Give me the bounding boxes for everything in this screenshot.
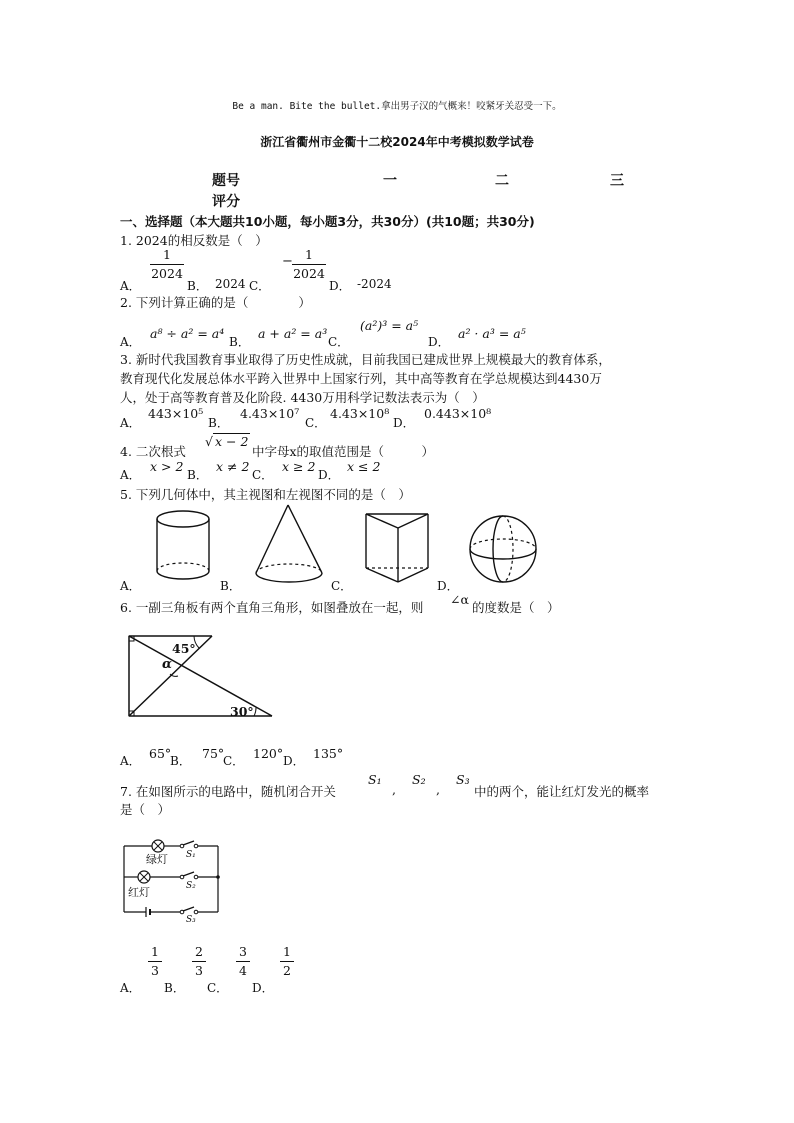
q1-option-c (292, 247, 326, 282)
q4-option-d: x ≤ 2 (347, 459, 381, 474)
q1-c-denominator: 2024 (293, 266, 325, 281)
q5-stem: 5. 下列几何体中，其主视图和左视图不同的是（ ） (120, 487, 411, 502)
q2-label-b: B． (229, 335, 250, 349)
q1-c-sign: − (282, 254, 293, 269)
q1-label-b: B． (187, 279, 208, 293)
q2-option-c: (a²)³ = a⁵ (360, 318, 419, 333)
q6-fig-30: 30° (230, 704, 254, 719)
q1-c-bar (292, 264, 326, 265)
q7-option-c (236, 944, 250, 979)
q7-label-d: D． (252, 981, 274, 995)
q4-label-b: B． (187, 468, 208, 482)
q6-option-c: 120° (253, 746, 284, 761)
q1-label-c: C． (249, 279, 271, 293)
q7-option-d (280, 944, 294, 979)
q1-stem: 1. 2024的相反数是（ ） (120, 233, 268, 248)
q3-option-b: 4.43×10⁷ (240, 406, 300, 421)
q7-s2: S₂ (412, 772, 426, 787)
q4-label-c: C． (252, 468, 274, 482)
q7-stem-line2: 是（ ） (120, 802, 171, 817)
q7-s3: S₃ (456, 772, 470, 787)
q4-stem-pre: 4. 二次根式 (120, 444, 186, 459)
q6-option-a: 65° (149, 746, 172, 761)
q6-fig-alpha: α (162, 657, 173, 672)
q6-option-d: 135° (313, 746, 344, 761)
q7-d-denominator: 2 (283, 963, 291, 978)
q7-a-numerator: 1 (151, 944, 159, 959)
q2-label-d: D． (428, 335, 450, 349)
cone-figure (250, 503, 330, 587)
q3-label-d: D． (393, 416, 415, 430)
q1-label-a: A． (120, 279, 141, 293)
q3-line2: 教育现代化发展总体水平跨入世界中上国家行列，其中高等教育在学总规模达到4430万 (120, 371, 602, 386)
q4-radicand: x − 2 (214, 434, 249, 449)
q6-angle: ∠α (450, 592, 469, 607)
q6-label-b: B． (170, 754, 191, 768)
q7-b-bar (192, 961, 206, 962)
q1-label-d: D． (329, 279, 351, 293)
q7-label-a: A． (120, 981, 141, 995)
q4-option-b: x ≠ 2 (216, 459, 250, 474)
q7-stem-pre: 7. 在如图所示的电路中，随机闭合开关 (120, 784, 336, 799)
q1-a-bar (150, 264, 184, 265)
q7-b-denominator: 3 (195, 963, 203, 978)
q1-option-a (150, 247, 184, 282)
q7-a-denominator: 3 (151, 963, 159, 978)
q3-option-a: 443×10⁵ (148, 406, 204, 421)
q4-label-d: D． (318, 468, 340, 482)
q6-label-a: A． (120, 754, 141, 768)
q7-stem-post: 中的两个，能让红灯发光的概率 (474, 784, 650, 799)
q7-c-bar (236, 961, 250, 962)
q5-label-a: A． (120, 579, 141, 593)
q2-label-c: C． (328, 335, 350, 349)
q2-option-a: a⁸ ÷ a² = a⁴ (150, 326, 225, 341)
q2-option-b: a + a² = a³ (258, 326, 328, 341)
q6-stem-pre: 6. 一副三角板有两个直角三角形，如图叠放在一起，则 (120, 600, 424, 615)
q7-fig-s2: S₂ (186, 881, 196, 891)
q7-label-c: C． (207, 981, 229, 995)
score-table-row2-label: 评分 (212, 194, 240, 210)
q3-label-b: B． (208, 416, 229, 430)
score-table-col2: 二 (495, 173, 509, 189)
q3-option-d: 0.443×10⁸ (424, 406, 492, 421)
q7-fig-green: 绿灯 (146, 853, 168, 866)
q1-a-numerator: 1 (163, 247, 171, 262)
score-table-col1: 一 (383, 173, 397, 189)
q6-fig-45: 45° (172, 641, 196, 656)
q7-fig-s3: S₃ (186, 915, 196, 925)
triangular-prism-figure (362, 510, 434, 586)
radical-sign-icon: √ (205, 434, 213, 449)
q4-stem-post: 中字母x的取值范围是（ ） (252, 444, 435, 459)
q7-option-a (148, 944, 162, 979)
q7-b-numerator: 2 (195, 944, 203, 959)
q7-c-numerator: 3 (239, 944, 247, 959)
q7-a-bar (148, 961, 162, 962)
q3-label-c: C． (305, 416, 327, 430)
score-table-row1-label: 题号 (212, 173, 240, 189)
motto: Be a man. Bite the bullet.拿出男子汉的气概来！咬紧牙关忍受一下。 (232, 101, 562, 112)
q2-option-d: a² · a³ = a⁵ (458, 326, 526, 341)
section-heading: 一、选择题（本大题共10小题，每小题3分，共30分）(共10题；共30分) (120, 214, 535, 229)
q7-comma1: , (392, 782, 396, 797)
circuit-figure (120, 832, 224, 928)
q3-line1: 3. 新时代我国教育事业取得了历史性成就，目前我国已建成世界上规模最大的教育体系， (120, 352, 611, 367)
q7-fig-red: 红灯 (128, 886, 150, 899)
q3-line3: 人，处于高等教育普及化阶段. 4430万用科学记数法表示为（ ） (120, 390, 485, 405)
q6-label-d: D． (283, 754, 305, 768)
q1-a-denominator: 2024 (151, 266, 183, 281)
q7-comma2: , (436, 782, 440, 797)
score-table-col3: 三 (610, 173, 624, 189)
q7-s1: S₁ (368, 772, 382, 787)
q2-label-a: A． (120, 335, 141, 349)
q1-option-b: 2024 (215, 277, 246, 291)
q1-c-numerator: 1 (305, 247, 313, 262)
q4-option-a: x > 2 (150, 459, 184, 474)
q1-option-d: -2024 (357, 277, 392, 291)
q7-option-b (192, 944, 206, 979)
q7-d-bar (280, 961, 294, 962)
q6-label-c: C． (223, 754, 245, 768)
q3-option-c: 4.43×10⁸ (330, 406, 390, 421)
q4-radical (205, 434, 250, 449)
q4-label-a: A． (120, 468, 141, 482)
q5-label-b: B． (220, 579, 241, 593)
q7-c-denominator: 4 (239, 963, 247, 978)
q6-option-b: 75° (202, 746, 225, 761)
q4-option-c: x ≥ 2 (282, 459, 316, 474)
cylinder-figure (150, 505, 220, 585)
q7-fig-s1: S₁ (186, 850, 196, 860)
page-title: 浙江省衢州市金衢十二校2024年中考模拟数学试卷 (260, 135, 534, 149)
q3-label-a: A． (120, 416, 141, 430)
q2-stem: 2. 下列计算正确的是（ ） (120, 295, 311, 310)
q7-label-b: B． (164, 981, 185, 995)
q7-d-numerator: 1 (283, 944, 291, 959)
q6-stem-post: 的度数是（ ） (472, 600, 560, 615)
q5-label-c: C． (331, 579, 353, 593)
sphere-figure (468, 514, 540, 586)
q5-label-d: D． (437, 579, 459, 593)
